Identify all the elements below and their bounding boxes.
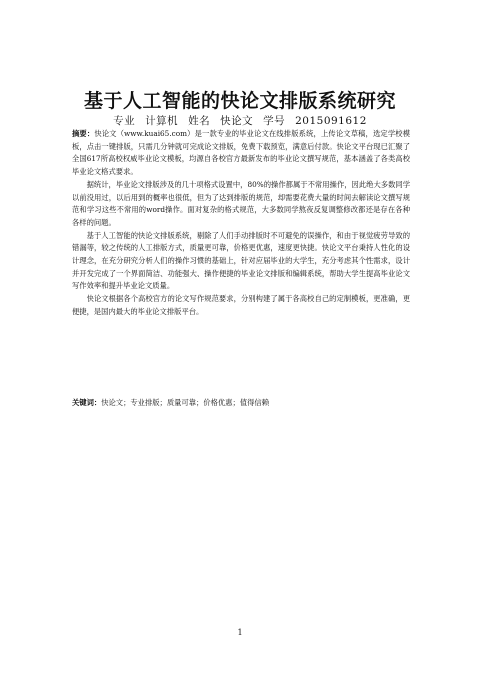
abstract-text: 快论文（www.kuai65.com）是一款专业的毕业论文在线排版系统，上传论文草稿，选定学校模板，点击一键排版，只需几分钟就可完成论文排版，免费下载预览，满意后付款。快论文平台现已汇聚了全国617所高校权威毕业论文模板，均源自各校官方最新发布的毕业论文撰写规范，基本涵盖了各类高校毕业论文格式要求。: [72, 129, 411, 177]
abstract-body: [72, 128, 410, 319]
author-meta-line: [0, 113, 480, 128]
name-value: 快论文: [220, 115, 254, 127]
body-paragraph-3: 快论文根据各个高校官方的论文写作规范要求，分别构建了属于各高校自己的定制模板，更准确，更便捷，是国内最大的毕业论文排版平台。: [72, 294, 410, 316]
keywords-line: [72, 397, 410, 409]
page-number: 1: [237, 628, 243, 637]
abstract-paragraph: [72, 128, 410, 179]
name-label: 姓名: [188, 115, 211, 127]
id-label: 学号: [263, 115, 286, 127]
major-value: 计算机: [145, 115, 179, 127]
major-label: 专业: [113, 115, 136, 127]
body-paragraph-2: 基于人工智能的快论文排版系统，剔除了人们手动排版时不可避免的误操作，和由于视觉疲劳导致的错漏等，较之传统的人工排版方式，质量更可靠，价格更优惠，速度更快捷。快论文平台秉持人性化的设计理念，在充分研究分析人们的操作习惯的基础上，针对应届毕业的大学生，充分考虑其个性需求，设计并开发完成了一个界面简洁、功能强大、操作便捷的毕业论文排版和编辑系统，帮助大学生提高毕业论文写作效率和提升毕业论文质量。: [72, 230, 410, 291]
keywords-text: 快论文；专业排版；质量可靠；价格优惠；值得信赖: [101, 398, 270, 407]
paper-title: 基于人工智能的快论文排版系统研究: [83, 90, 396, 112]
abstract-label: 摘要：: [72, 129, 95, 138]
id-value: 2015091612: [295, 115, 367, 127]
keywords-label: 关键词：: [72, 398, 102, 407]
body-paragraph-1: 据统计，毕业论文排版涉及的几十项格式设置中，80%的操作都属于不常用操作，因此绝大多数同学以前没用过，以后用到的概率也很低，但为了达到排版的规范，却需要花费大量的时间去解读论文撰写规范和学习这些不常用的word操作。面对复杂的格式规范，大多数同学熬夜反复调整修改都还是存在各种各样的问题。: [72, 179, 410, 227]
